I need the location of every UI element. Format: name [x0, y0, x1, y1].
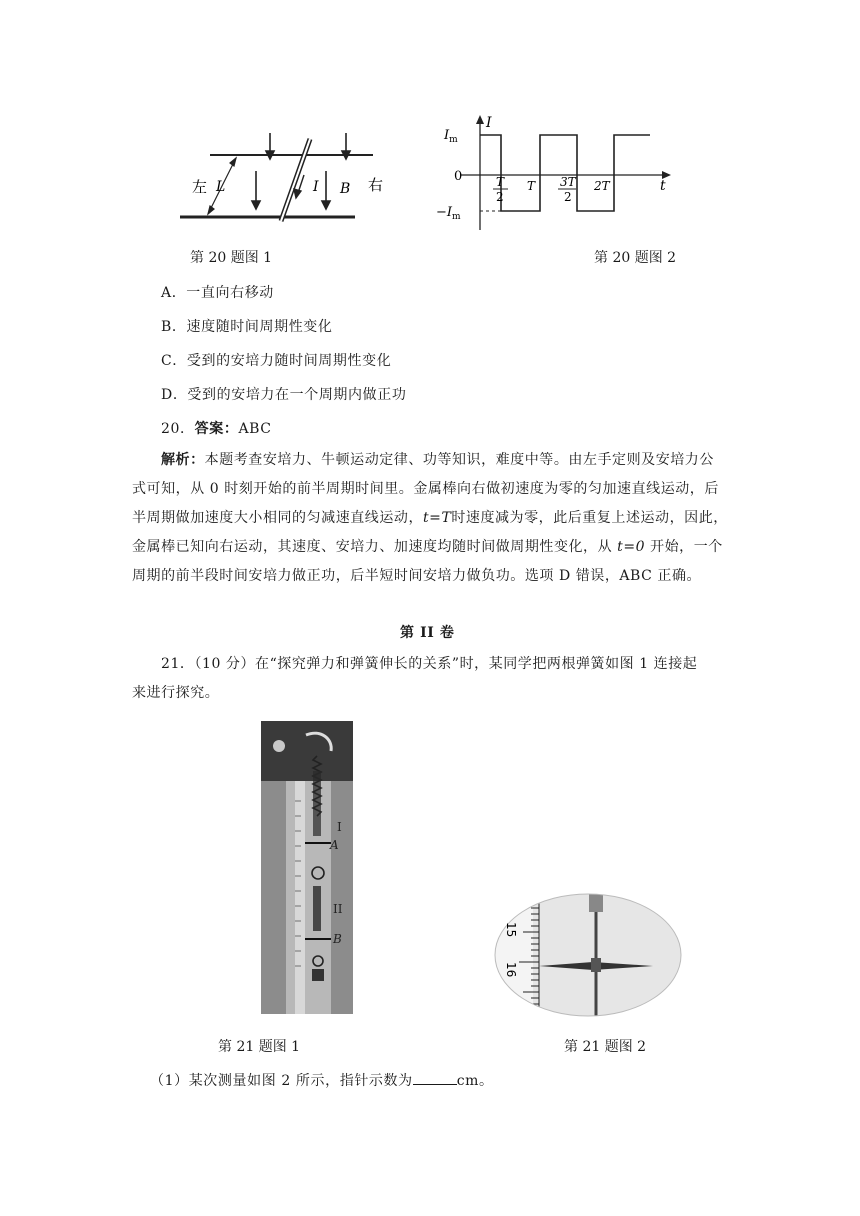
answer-value: ABC	[238, 421, 272, 437]
label-left: 左	[192, 178, 208, 196]
tick-T2-den: 2	[496, 190, 504, 204]
label-neg-Im: −I	[436, 205, 453, 220]
q21-fig1-caption: 第 21 题图 1	[218, 1039, 301, 1055]
analysis-line-4a: 金属棒已知向右运动，其速度、安培力、加速度均随时间做周期性变化，从	[132, 539, 618, 555]
option-b: B．速度随时间周期性变化	[161, 319, 333, 335]
scale-label-15: 15	[504, 922, 518, 938]
axis-label-I: I	[486, 115, 492, 131]
scale-label-16: 16	[504, 962, 518, 978]
q21-stem	[132, 650, 732, 708]
label-L: L	[216, 179, 226, 195]
analysis-line-3a: 半周期做加速度大小相同的匀减速直线运动，	[132, 510, 423, 526]
q21-sub-1	[150, 1070, 494, 1090]
svg-text:−Im	[436, 205, 461, 222]
answer-blank[interactable]	[413, 1070, 457, 1085]
analysis-line-3b: t=T	[423, 510, 452, 526]
answer-label: 答案：	[194, 421, 239, 437]
photo-label-II: II	[333, 902, 343, 916]
q20-figure-2	[430, 110, 675, 235]
q21-figure-2-zoom	[493, 892, 683, 1018]
photo-label-I: I	[337, 820, 342, 834]
q21-sub-1-text: （1）某次测量如图 2 所示，指针示数为	[150, 1073, 413, 1089]
answer-line	[161, 418, 272, 438]
analysis-label: 解析：	[161, 452, 205, 468]
axis-label-t: t	[660, 178, 666, 194]
label-right: 右	[368, 176, 384, 194]
option-d: D．受到的安培力在一个周期内做正功	[161, 387, 407, 403]
analysis-block	[132, 446, 732, 591]
q21-sub-1-unit: cm。	[456, 1073, 494, 1089]
section-title: 第 II 卷	[400, 625, 455, 641]
q20-figure-1	[170, 125, 395, 230]
label-I: I	[313, 179, 319, 195]
option-c: C．受到的安培力随时间周期性变化	[161, 353, 392, 369]
photo-label-B: B	[333, 932, 342, 946]
svg-text:Im	[443, 128, 458, 145]
tick-3T2-den: 2	[564, 190, 572, 204]
label-neg-Im-sub: m	[452, 212, 461, 222]
label-zero: 0	[454, 169, 463, 184]
q21-figure-1-photo	[261, 721, 353, 1014]
analysis-line-5: 周期的前半段时间安培力做正功，后半短时间安培力做负功。选项 D 错误，ABC 正确。	[132, 568, 702, 584]
tick-T: T	[527, 179, 536, 193]
tick-3T2-num: 3T	[560, 175, 576, 189]
analysis-line-4b: t=0	[617, 539, 646, 555]
analysis-line-3c: 时速度减为零，此后重复上述运动，因此，	[451, 510, 728, 526]
tick-T2-num: T	[496, 175, 505, 189]
q21-stem-line-2: 来进行探究。	[132, 685, 220, 701]
analysis-line-2: 式可知，从 0 时刻开始的前半周期时间里。金属棒向右做初速度为零的匀加速直线运动，后	[132, 481, 719, 497]
q21-stem-line-1: 21．（10 分）在“探究弹力和弹簧伸长的关系”时，某同学把两根弹簧如图 1 连接起	[161, 656, 698, 672]
answer-number: 20．	[161, 421, 195, 437]
photo-label-A: A	[330, 838, 339, 852]
analysis-line-1: 本题考查安培力、牛顿运动定律、功等知识，难度中等。由左手定则及安培力公	[204, 452, 714, 468]
tick-2T: 2T	[594, 179, 610, 193]
q20-fig2-caption: 第 20 题图 2	[594, 250, 677, 266]
label-B: B	[340, 181, 351, 197]
label-Im: I	[444, 128, 450, 143]
q21-fig2-caption: 第 21 题图 2	[564, 1039, 647, 1055]
label-Im-sub: m	[449, 135, 458, 145]
analysis-line-4c: 开始，一个	[645, 539, 723, 555]
option-a: A．一直向右移动	[161, 285, 274, 301]
q20-fig1-caption: 第 20 题图 1	[190, 250, 273, 266]
